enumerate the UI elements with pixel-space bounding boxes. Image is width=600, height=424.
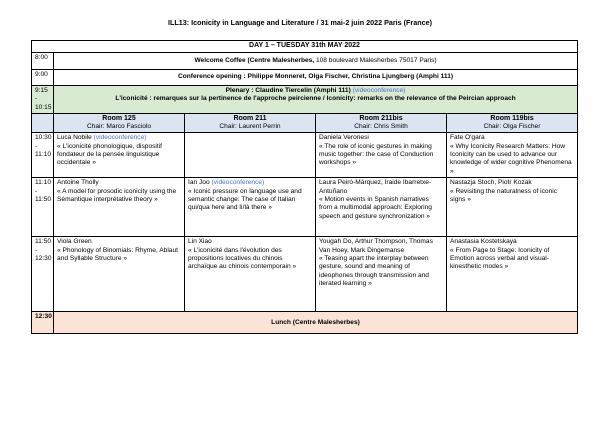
- talk-title: « Phonology of Binomials: Rhyme, Ablaut and Syllable Structure »: [57, 246, 178, 263]
- session-time-end: 11:50: [35, 196, 52, 204]
- talk-title: « The role of iconic gestures in making music together: the case of Conduction workshops »: [319, 142, 434, 167]
- plenary-row: [32, 86, 578, 114]
- session-time-end: 12:30: [35, 255, 52, 263]
- session-time: [32, 133, 54, 178]
- welcome-row: [32, 53, 578, 70]
- talk-title: « L'iconicité dans l'évolution des propositions locatives du chinois archaïque au chinois contemporain »: [188, 246, 297, 271]
- talk-speaker: Luca Nobile: [57, 134, 92, 142]
- rooms-time-empty: [32, 114, 54, 133]
- session-sep: -: [35, 246, 38, 254]
- plenary-time: 9:15 - 10:15: [32, 86, 54, 114]
- talk-title: « Motion events in Spanish narratives from a multimodal approach: Exploring speech and gesture synchronization »: [319, 196, 432, 220]
- room-header: [54, 114, 185, 133]
- opening-time: 9:00: [32, 70, 54, 86]
- plenary-subtitle: L'iconicité : remarques sur la pertinence de l'approche peircienne / Iconicity: remarks on the relevance of the Peircian approach: [115, 95, 516, 103]
- talk-title: « Iconic pressure on language use and semantic change: The case of Italian qui/qua here and lì/là there »: [188, 187, 302, 212]
- room-header: [185, 114, 316, 133]
- talk-cell: [185, 237, 316, 312]
- room-header: [447, 114, 578, 133]
- room-chair: Chair: Chris Smith: [354, 123, 408, 131]
- talk-cell: [54, 178, 185, 237]
- day-header: DAY 1 – TUESDAY 31th MAY 2022: [32, 41, 578, 53]
- talk-speaker: Daniela Veronesi: [319, 134, 369, 142]
- talk-title: « A model for prosodic iconicity using the Sémantique interprétative theory »: [57, 187, 177, 204]
- plenary-cell: [54, 86, 578, 114]
- room-chair: Chair: Marco Fasciolo: [86, 123, 152, 131]
- talk-cell: [447, 178, 578, 237]
- talk-speaker: Lin Xiao: [188, 238, 212, 246]
- talk-speaker: Ian Joo: [188, 179, 210, 187]
- session-time-start: 10:30: [35, 134, 52, 142]
- talk-cell: [316, 178, 447, 237]
- room-name: Room 211: [233, 115, 267, 123]
- room-chair: Chair: Laurent Perrin: [219, 123, 281, 131]
- room-name: Room 125: [102, 115, 136, 123]
- talk-cell: [54, 237, 185, 312]
- session-sep: -: [35, 142, 38, 150]
- talk-speaker: Yougah Do, Arthur Thompson, Thomas Van Hoey, Mark Dingemanse: [319, 238, 433, 254]
- program-table: [31, 40, 578, 334]
- welcome-address: 108 boulevard Malesherbes 75017 Paris): [314, 56, 437, 64]
- talk-speaker: Viola Green: [57, 238, 92, 246]
- talk-videoconference: (videoconference): [211, 179, 265, 187]
- talk-cell: [447, 133, 578, 178]
- session-row: [32, 237, 578, 312]
- welcome-cell: [54, 53, 578, 70]
- document-title: ILL13: Iconicity in Language and Literature / 31 mai-2 juin 2022 Paris (France): [167, 18, 433, 27]
- talk-cell: [316, 237, 447, 312]
- opening-cell: Conference opening : Philippe Monneret, Olga Fischer, Christina Ljungberg (Amphi 111): [54, 70, 578, 86]
- talk-cell: [447, 237, 578, 312]
- talk-title: « Teasing apart the interplay between gesture, sound and meaning of ideophones through transmission and iterated learning »: [319, 255, 429, 288]
- day-header-row: [32, 41, 578, 53]
- talk-speaker: Laura Peiró-Márquez, Iraide Ibarretxe-Antuñano: [319, 179, 432, 195]
- room-name: Room 211bis: [359, 115, 403, 123]
- talk-cell: [185, 178, 316, 237]
- room-header: [316, 114, 447, 133]
- talk-speaker: Nastazja Stoch, Piotr Kozak: [450, 179, 532, 187]
- rooms-header-row: [32, 114, 578, 133]
- session-row: [32, 178, 578, 237]
- talk-speaker: Anastasia Kostetskaya: [450, 238, 517, 246]
- welcome-time: 8:00: [32, 53, 54, 70]
- talk-speaker: Fate O'gara: [450, 134, 485, 142]
- session-row: [32, 133, 578, 178]
- talk-cell: [185, 133, 316, 178]
- session-sep: -: [35, 187, 38, 195]
- lunch-time: 12:30: [32, 312, 54, 334]
- plenary-time-start: 9:15: [35, 87, 48, 94]
- session-time-start: 11:10: [35, 179, 52, 187]
- talk-cell: [54, 133, 185, 178]
- session-time: [32, 237, 54, 312]
- talk-title: « L'iconicité phonologique, dispositif fondateur de la pensée linguistique occidentale »: [57, 142, 162, 167]
- plenary-time-end: 10:15: [35, 103, 52, 111]
- lunch-row: [32, 312, 578, 334]
- session-time-start: 11:50: [35, 238, 52, 246]
- talk-title: « Why Iconicity Research Matters: How Iconicity can be used to advance our knowledge of wider cognitive Phenomena »: [450, 142, 572, 175]
- talk-cell: [316, 133, 447, 178]
- opening-row: [32, 70, 578, 86]
- plenary-title: Plenary : Claudine Tiercelin (Amphi 111): [225, 87, 351, 94]
- room-name: Room 119bis: [490, 115, 534, 123]
- session-time: [32, 178, 54, 237]
- room-chair: Chair: Olga Fischer: [483, 123, 541, 131]
- talk-speaker: Antoine Tholly: [57, 179, 99, 187]
- welcome-title: Welcome Coffee (Centre Malesherbes,: [194, 56, 315, 64]
- plenary-videoconference: (videoconference): [350, 87, 406, 94]
- talk-title: « From Page to Stage: Iconicity of Emotion across verbal and visual-kinesthetic modes »: [450, 246, 550, 271]
- lunch-cell: Lunch (Centre Malesherbes): [54, 312, 578, 334]
- talk-videoconference: (videoconference): [93, 134, 147, 142]
- talk-title: « Revisiting the naturalness of iconic signs »: [450, 187, 558, 204]
- session-time-end: 11:10: [35, 151, 52, 159]
